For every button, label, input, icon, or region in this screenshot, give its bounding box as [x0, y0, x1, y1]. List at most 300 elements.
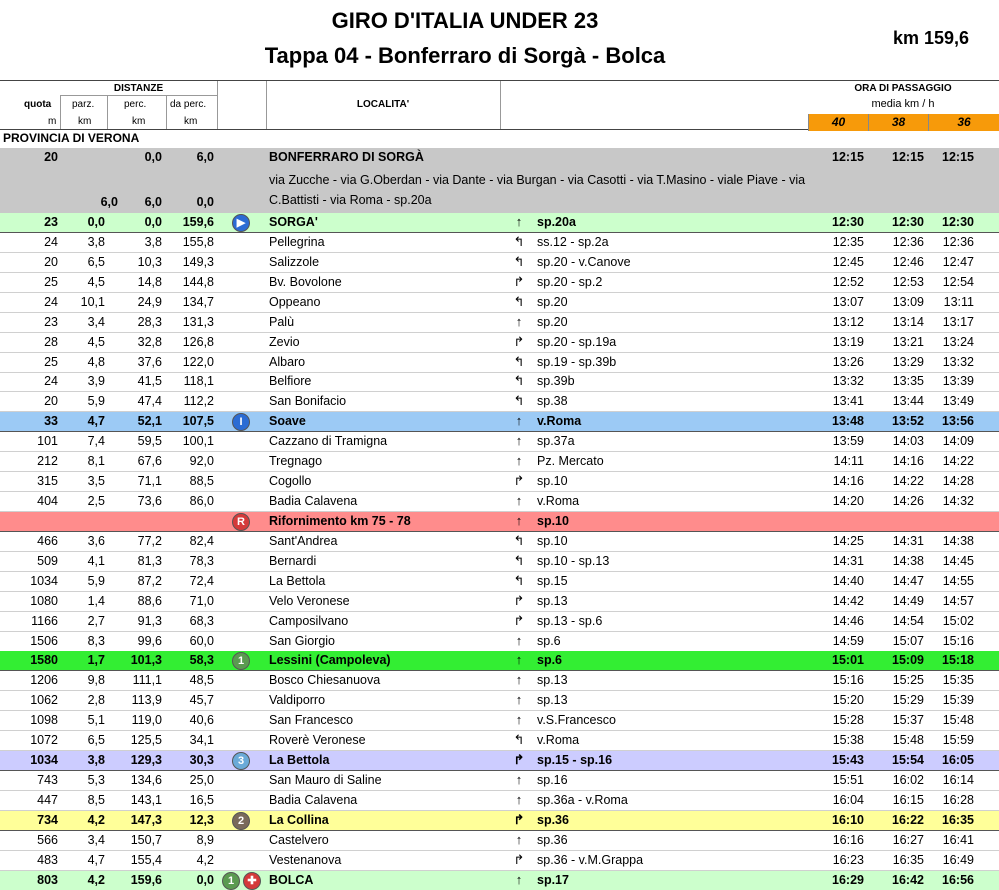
table-row — [0, 691, 999, 711]
perc-cell: 159,6 — [130, 872, 162, 887]
perc-cell: 3,8 — [144, 234, 162, 249]
direction-arrow-icon: ↑ — [515, 313, 523, 329]
da-perc-cell: 78,3 — [189, 553, 214, 568]
parz-cell: 2,7 — [87, 613, 105, 628]
stage-title: GIRO D'ITALIA UNDER 23 — [331, 8, 599, 33]
direction-arrow-icon: ↱ — [513, 592, 525, 608]
location-cell: Soave — [269, 414, 306, 429]
direction-arrow-icon: ↱ — [513, 333, 525, 349]
parz-cell: 8,1 — [87, 454, 105, 469]
quota-cell: 1062 — [30, 693, 58, 708]
da-perc-header: da perc. — [170, 99, 207, 110]
da-perc-cell: 88,5 — [189, 474, 214, 489]
da-perc-cell: 45,7 — [189, 693, 214, 708]
table-row — [0, 412, 999, 432]
time-36: 16:05 — [942, 753, 974, 768]
quota-cell: 404 — [37, 494, 58, 509]
time-40: 12:35 — [832, 234, 864, 249]
table-row — [0, 253, 999, 273]
localita-header: LOCALITA' — [356, 99, 410, 110]
parz-cell: 7,4 — [87, 434, 105, 449]
time-40: 13:12 — [832, 314, 864, 329]
direction-arrow-icon: ↰ — [513, 353, 525, 369]
quota-cell: 33 — [44, 414, 58, 429]
quota-cell: 447 — [37, 792, 58, 807]
direction-arrow-icon: ↑ — [515, 214, 523, 229]
time-40: 12:52 — [832, 274, 864, 289]
direction-arrow-icon: ↰ — [513, 732, 525, 748]
quota-cell: 1098 — [30, 713, 58, 728]
location-cell: San Bonifacio — [269, 394, 347, 409]
time-38: 16:35 — [892, 852, 924, 867]
quota-cell: 466 — [37, 533, 58, 548]
table-row — [0, 572, 999, 592]
time-38: 12:46 — [892, 254, 924, 269]
direction-arrow-icon: ↑ — [515, 791, 523, 807]
direction-arrow-icon: ↰ — [513, 572, 525, 588]
location-cell: Castelvero — [269, 832, 329, 847]
perc-cell: 71,1 — [137, 474, 162, 489]
time-36: 12:36 — [942, 234, 974, 249]
gpm-marker-icon: I — [232, 413, 250, 431]
time-40: 14:25 — [832, 533, 864, 548]
time-36: 15:35 — [942, 673, 974, 688]
time-36: 14:32 — [942, 494, 974, 509]
table-row — [0, 871, 999, 890]
kom1-marker-icon: 1 — [222, 872, 240, 890]
time-38: 14:54 — [892, 613, 924, 628]
location-cell: Camposilvano — [269, 613, 349, 628]
quota-cell: 1206 — [30, 673, 58, 688]
direction-arrow-icon: ↑ — [515, 512, 523, 528]
location-cell: La Collina — [269, 812, 329, 827]
da-perc-cell: 126,8 — [182, 334, 214, 349]
perc-cell: 155,4 — [130, 852, 162, 867]
parz-cell: 3,4 — [87, 314, 105, 329]
time-36: 15:18 — [942, 653, 974, 668]
table-row — [0, 811, 999, 831]
da-perc-cell: 149,3 — [182, 254, 214, 269]
parz-cell: 3,4 — [87, 832, 105, 847]
quota-cell: 25 — [44, 354, 58, 369]
perc-cell: 125,5 — [130, 733, 162, 748]
perc-cell: 101,3 — [130, 653, 162, 668]
location-cell: Valdiporro — [269, 693, 326, 708]
time-36: 16:41 — [942, 832, 974, 847]
quota-cell: 1506 — [30, 633, 58, 648]
time-40: 14:11 — [833, 454, 864, 469]
time-40: 16:16 — [832, 832, 864, 847]
time-36: 14:22 — [942, 454, 974, 469]
time-38: 12:53 — [892, 274, 924, 289]
road-cell: sp.15 — [537, 573, 568, 588]
time-40: 14:16 — [832, 474, 864, 489]
location-cell: Velo Veronese — [269, 593, 350, 608]
direction-arrow-icon: ↑ — [515, 632, 523, 648]
time-38: 16:27 — [892, 832, 924, 847]
parz-cell: 9,8 — [87, 673, 105, 688]
road-cell: v.Roma — [537, 733, 580, 748]
time-40: 14:59 — [832, 633, 864, 648]
da-perc-cell: 4,2 — [196, 852, 214, 867]
table-row — [0, 313, 999, 333]
direction-arrow-icon: ↰ — [513, 293, 525, 309]
road-cell: sp.10 — [537, 474, 568, 489]
road-cell: sp.16 — [537, 773, 568, 788]
parz-cell: 4,7 — [87, 414, 105, 429]
time-38: 14:38 — [892, 553, 924, 568]
table-row — [0, 831, 999, 851]
parz-cell: 10,1 — [80, 294, 105, 309]
perc-cell: 119,0 — [131, 713, 162, 728]
table-row — [0, 512, 999, 532]
time-36: 15:59 — [942, 733, 974, 748]
parz-cell: 4,2 — [87, 812, 105, 827]
time-40: 16:10 — [832, 812, 864, 827]
table-row — [0, 293, 999, 313]
quota-cell: 1072 — [30, 733, 58, 748]
perc-cell: 143,1 — [130, 792, 162, 807]
parz-cell: 3,5 — [87, 474, 105, 489]
time-38: 15:54 — [892, 753, 924, 768]
da-perc-cell: 82,4 — [189, 533, 214, 548]
quota-cell: 28 — [44, 334, 58, 349]
time-38: 15:37 — [892, 713, 924, 728]
quota-cell: 566 — [37, 832, 58, 847]
table-row — [0, 651, 999, 671]
location-cell: BONFERRARO DI SORGÀ — [269, 150, 424, 164]
perc-cell: 59,5 — [137, 434, 162, 449]
quota-unit: m — [48, 116, 57, 127]
perc-cell: 67,6 — [137, 454, 162, 469]
ora-header: ORA DI PASSAGGIO — [854, 83, 952, 94]
time-40: 14:46 — [832, 613, 864, 628]
location-cell: BOLCA — [269, 872, 314, 887]
road-cell: sp.36 - v.M.Grappa — [537, 852, 644, 867]
time-40: 13:59 — [832, 434, 864, 449]
location-cell: Roverè Veronese — [269, 733, 366, 748]
time-36: 13:56 — [942, 414, 974, 429]
da-perc-cell: 92,0 — [189, 454, 214, 469]
table-row — [0, 731, 999, 751]
location-cell: Albaro — [269, 354, 306, 369]
time-38: 16:22 — [892, 812, 924, 827]
da-perc-cell: 40,6 — [189, 713, 214, 728]
time-40: 14:20 — [832, 494, 864, 509]
direction-arrow-icon: ↑ — [515, 652, 523, 668]
da-perc-cell: 86,0 — [189, 494, 214, 509]
time-38: 15:09 — [892, 653, 924, 668]
route-description-row — [0, 167, 999, 215]
road-cell: sp.13 — [537, 693, 568, 708]
location-cell: Cogollo — [269, 474, 312, 489]
location-cell: Lessini (Campoleva) — [269, 653, 391, 668]
time-36: 16:56 — [942, 872, 974, 887]
quota-cell: 20 — [44, 150, 58, 164]
direction-arrow-icon: ↰ — [513, 373, 525, 389]
road-cell: sp.20 — [537, 314, 568, 329]
time-36: 13:39 — [942, 374, 974, 389]
direction-arrow-icon: ↰ — [513, 233, 525, 249]
road-cell: sp.20 - v.Canove — [537, 254, 631, 269]
time-40: 12:15 — [832, 150, 864, 164]
time-38: 16:02 — [892, 773, 924, 788]
perc-cell: 32,8 — [137, 334, 162, 349]
road-cell: sp.36 — [537, 832, 568, 847]
time-38: 13:35 — [892, 374, 924, 389]
time-38: 14:16 — [892, 454, 924, 469]
road-cell: sp.13 - sp.6 — [537, 613, 603, 628]
time-36: 15:39 — [942, 693, 974, 708]
location-cell: La Bettola — [269, 573, 326, 588]
table-row — [0, 671, 999, 691]
perc-cell: 134,6 — [130, 773, 162, 788]
time-38: 13:29 — [892, 354, 924, 369]
perc-unit: km — [132, 116, 146, 127]
parz-cell: 5,3 — [87, 773, 105, 788]
time-40: 16:04 — [832, 792, 864, 807]
direction-arrow-icon: ↑ — [515, 871, 523, 887]
table-row — [0, 791, 999, 811]
time-38: 13:21 — [892, 334, 924, 349]
location-cell: San Mauro di Saline — [269, 773, 382, 788]
road-cell: v.Roma — [537, 414, 582, 429]
table-row — [0, 532, 999, 552]
time-40: 13:41 — [832, 394, 864, 409]
time-40: 12:45 — [832, 254, 864, 269]
parz-cell: 4,1 — [87, 553, 105, 568]
location-cell: Pellegrina — [269, 234, 325, 249]
kom3-marker-icon: 3 — [232, 752, 250, 770]
parz-cell: 8,3 — [87, 633, 105, 648]
perc-cell: 28,3 — [137, 314, 162, 329]
quota-cell: 1034 — [30, 573, 58, 588]
road-cell: sp.20a — [537, 215, 576, 229]
direction-arrow-icon: ↱ — [513, 473, 525, 489]
quota-cell: 743 — [37, 773, 58, 788]
quota-cell: 1034 — [30, 753, 58, 768]
parz-cell: 3,9 — [87, 374, 105, 389]
parz-cell: 6,5 — [87, 733, 105, 748]
quota-header: quota — [24, 99, 52, 110]
time-40: 15:16 — [832, 673, 864, 688]
da-perc-cell: 122,0 — [182, 354, 214, 369]
parz-header: parz. — [72, 99, 95, 110]
time-36: 16:28 — [942, 792, 974, 807]
table-row — [0, 472, 999, 492]
location-cell: La Bettola — [269, 753, 330, 768]
location-cell: Bv. Bovolone — [269, 274, 342, 289]
table-row — [0, 333, 999, 353]
perc-cell: 111,1 — [132, 673, 162, 688]
direction-arrow-icon: ↰ — [513, 393, 525, 409]
direction-arrow-icon: ↑ — [515, 672, 523, 688]
location-cell: Rifornimento km 75 - 78 — [269, 513, 411, 528]
perc-cell: 129,3 — [130, 753, 162, 768]
da-perc-cell: 131,3 — [182, 314, 214, 329]
stage-subtitle: Tappa 04 - Bonferraro di Sorgà - Bolca — [264, 43, 666, 68]
time-36: 15:48 — [942, 713, 974, 728]
quota-cell: 24 — [44, 374, 58, 389]
time-38: 16:42 — [892, 872, 924, 887]
da-perc-cell: 144,8 — [182, 274, 214, 289]
direction-arrow-icon: ↑ — [515, 831, 523, 847]
parz-cell: 5,9 — [87, 573, 105, 588]
location-cell: Cazzano di Tramigna — [269, 434, 388, 449]
da-perc-cell: 30,3 — [189, 753, 214, 768]
da-perc-cell: 71,0 — [189, 593, 214, 608]
quota-cell: 24 — [44, 294, 58, 309]
time-40: 13:48 — [832, 414, 864, 429]
time-38: 12:36 — [892, 234, 924, 249]
speed-40: 40 — [808, 114, 868, 131]
quota-cell: 1166 — [31, 613, 58, 628]
perc-cell: 88,6 — [137, 593, 162, 608]
road-cell: sp.20 - sp.19a — [537, 334, 617, 349]
table-row — [0, 851, 999, 871]
province-label: PROVINCIA DI VERONA — [3, 131, 140, 145]
road-cell: sp.10 — [537, 513, 569, 528]
time-36: 12:47 — [942, 254, 974, 269]
road-cell: sp.10 — [537, 533, 568, 548]
road-cell: v.S.Francesco — [537, 713, 616, 728]
time-36: 12:15 — [942, 150, 974, 164]
time-40: 15:38 — [832, 733, 864, 748]
da-perc-cell: 107,5 — [182, 414, 214, 429]
time-36: 14:09 — [942, 434, 974, 449]
road-cell: sp.6 — [537, 653, 563, 668]
table-row — [0, 273, 999, 293]
table-row — [0, 233, 999, 253]
perc-cell: 10,3 — [137, 254, 162, 269]
perc-cell: 14,8 — [137, 274, 162, 289]
time-40: 15:43 — [832, 753, 864, 768]
time-38: 15:48 — [892, 733, 924, 748]
quota-cell: 25 — [44, 274, 58, 289]
time-36: 13:17 — [942, 314, 974, 329]
time-40: 14:42 — [832, 593, 864, 608]
da-perc-cell: 0,0 — [196, 872, 214, 887]
time-40: 16:23 — [832, 852, 864, 867]
table-row — [0, 592, 999, 612]
direction-arrow-icon: ↑ — [515, 692, 523, 708]
parz-cell: 3,8 — [87, 753, 105, 768]
time-38: 14:22 — [892, 474, 924, 489]
quota-cell: 734 — [37, 812, 58, 827]
time-40: 15:01 — [832, 653, 864, 668]
location-cell: SORGA' — [269, 215, 318, 229]
da-perc-cell: 16,5 — [189, 792, 214, 807]
perc-cell: 41,5 — [137, 374, 162, 389]
table-row — [0, 552, 999, 572]
distanze-header: DISTANZE — [113, 83, 164, 94]
quota-cell: 20 — [44, 254, 58, 269]
direction-arrow-icon: ↰ — [513, 253, 525, 269]
perc-cell: 147,3 — [130, 812, 162, 827]
time-36: 16:49 — [942, 852, 974, 867]
direction-arrow-icon: ↱ — [513, 273, 525, 289]
time-36: 12:54 — [942, 274, 974, 289]
parz-cell: 4,5 — [87, 274, 105, 289]
road-cell: v.Roma — [537, 494, 580, 509]
media-header: media km / h — [871, 98, 935, 110]
route-da: 0,0 — [196, 195, 214, 209]
parz-cell: 2,5 — [87, 494, 105, 509]
time-36: 15:16 — [942, 633, 974, 648]
parz-cell: 1,4 — [87, 593, 105, 608]
perc-cell: 0,0 — [144, 215, 162, 229]
route-parz: 6,0 — [100, 195, 118, 209]
road-cell: sp.13 — [537, 593, 568, 608]
perc-cell: 37,6 — [137, 354, 162, 369]
route-text: via Zucche - via G.Oberdan - via Dante - via Burgan - via Casotti - via T.Masino - viale Piave - via C.Battisti - via Roma - sp.20a — [269, 173, 806, 207]
road-cell: sp.15 - sp.16 — [537, 753, 613, 768]
time-36: 14:57 — [942, 593, 974, 608]
da-perc-cell: 72,4 — [189, 573, 214, 588]
location-cell: Badia Calavena — [269, 792, 358, 807]
da-perc-unit: km — [184, 116, 198, 127]
time-40: 12:30 — [832, 215, 864, 229]
time-40: 13:32 — [832, 374, 864, 389]
kom2-marker-icon: 2 — [232, 812, 250, 830]
quota-cell: 212 — [37, 454, 58, 469]
da-perc-cell: 155,8 — [182, 234, 214, 249]
parz-cell: 4,2 — [87, 872, 105, 887]
road-cell: sp.17 — [537, 872, 569, 887]
kom1-marker-icon: 1 — [232, 652, 250, 670]
road-cell: sp.36 — [537, 812, 569, 827]
time-38: 12:15 — [892, 150, 924, 164]
road-cell: sp.10 - sp.13 — [537, 553, 610, 568]
route-perc: 6,0 — [144, 195, 162, 209]
da-perc-cell: 58,3 — [189, 653, 214, 668]
table-row — [0, 751, 999, 771]
quota-cell: 1080 — [30, 593, 58, 608]
total-distance: km 159,6 — [892, 28, 969, 48]
location-cell: Bosco Chiesanuova — [269, 673, 381, 688]
location-cell: Bernardi — [269, 553, 317, 568]
time-36: 13:11 — [943, 294, 974, 309]
time-38: 14:49 — [892, 593, 924, 608]
da-perc-cell: 118,1 — [183, 374, 214, 389]
parz-cell: 0,0 — [87, 215, 105, 229]
parz-cell: 5,1 — [87, 713, 105, 728]
time-40: 15:51 — [832, 773, 864, 788]
direction-arrow-icon: ↑ — [515, 772, 523, 788]
time-38: 13:14 — [892, 314, 924, 329]
location-cell: San Giorgio — [269, 633, 336, 648]
road-cell: sp.13 — [537, 673, 568, 688]
parz-cell: 4,7 — [87, 852, 105, 867]
direction-arrow-icon: ↰ — [513, 552, 525, 568]
time-40: 13:07 — [832, 294, 864, 309]
time-36: 16:14 — [942, 773, 974, 788]
time-38: 14:47 — [892, 573, 924, 588]
table-row — [0, 711, 999, 731]
perc-cell: 73,6 — [137, 494, 162, 509]
time-38: 13:52 — [892, 414, 924, 429]
parz-cell: 4,8 — [87, 354, 105, 369]
table-row — [0, 213, 999, 233]
direction-arrow-icon: ↑ — [515, 493, 523, 509]
direction-arrow-icon: ↱ — [513, 612, 525, 628]
table-row — [0, 492, 999, 512]
location-cell: Zevio — [269, 334, 300, 349]
time-40: 14:31 — [832, 553, 864, 568]
time-38: 12:30 — [892, 215, 924, 229]
quota-cell: 803 — [37, 872, 58, 887]
da-perc-cell: 48,5 — [189, 673, 214, 688]
